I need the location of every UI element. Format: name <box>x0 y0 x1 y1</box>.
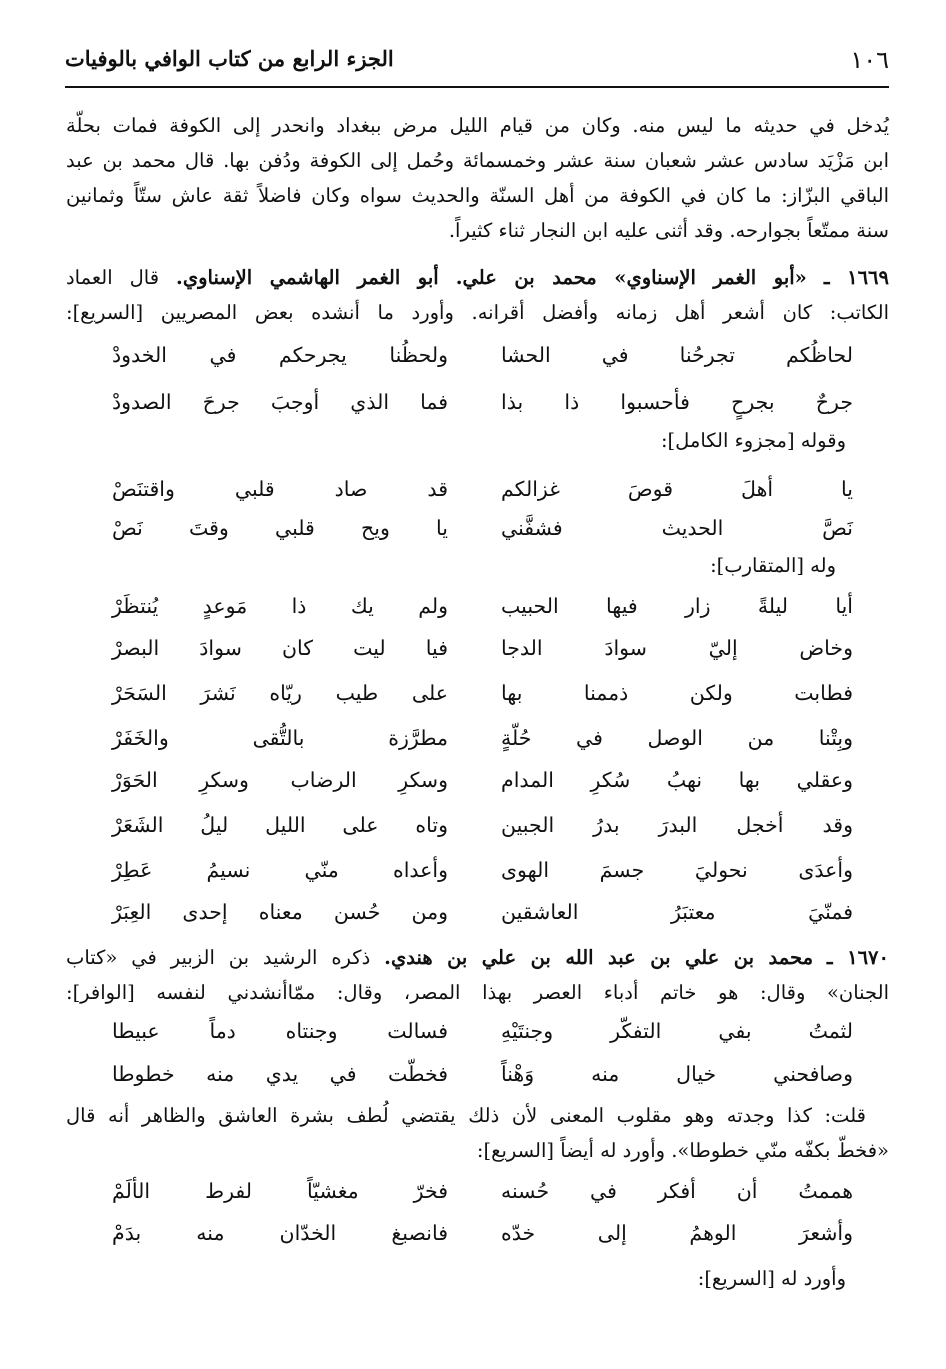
verse-first-hemistich: وأعدَى نحوليَ جسمَ الهوى <box>501 858 853 882</box>
entry-name: محمد بن علي بن عبد الله بن علي بن هندي. <box>384 946 814 969</box>
entry-number: ١٦٦٩ ـ <box>823 266 890 289</box>
page-header <box>65 40 889 88</box>
paragraph-line: سنة ممتّعاً بجوارحه. وقد أثنى عليه ابن النجار ثناء كثيراً. <box>448 219 889 242</box>
verse-second-hemistich: وتاه على الليل ليلُ الشَعَرْ <box>112 813 448 837</box>
verse-second-hemistich: ولم يك ذا مَوعدٍ يُنتظَرْ <box>112 594 448 618</box>
paragraph-line: الباقي البزّاز: ما كان في الكوفة من أهل السنّة والحديث سواه وكان فاضلاً ثقة عاش ستّاً وثمانين <box>66 184 889 207</box>
running-title: الجزء الرابع من كتاب الوافي بالوفيات <box>65 46 394 71</box>
verse-first-hemistich: لحاظُكم تجرحُنا في الحشا <box>501 343 853 367</box>
entry-1669-heading <box>66 263 889 293</box>
verse-second-hemistich: ومن حُسن معناه إحدى العِبَرْ <box>112 900 448 924</box>
verse-second-hemistich: وأعداه منّي نسيمُ عَطِرْ <box>112 858 448 882</box>
poem-intro: وقوله [مجزوء الكامل]: <box>660 429 846 452</box>
verse-first-hemistich: وصافحني خيال منه وَهْناً <box>501 1062 853 1086</box>
paragraph-line: ابن مَزْيَد سادس عشر شعبان سنة عشر وخمسمائة وحُمل إلى الكوفة ودُفن بها. قال محمد بن عبد <box>66 149 889 172</box>
entry-text-line: الكاتب: كان أشعر أهل زمانه وأفضل أقرانه. وأورد ما أنشده بعض المصريين [السريع]: <box>66 301 889 324</box>
entry-text: ذكره الرشيد بن الزبير في «كتاب <box>66 946 371 969</box>
paragraph-line: يُدخل في حديثه ما ليس منه. وكان من قيام الليل مرض ببغداد وانحدر إلى الكوفة فمات بحلّة <box>66 114 889 137</box>
verse-first-hemistich: فمنّيَ معتبَرُ العاشقين <box>501 900 853 924</box>
poem-intro: وله [المتقارب]: <box>710 554 836 577</box>
entry-name: «أبو الغمر الإسناوي» محمد بن علي. <box>455 266 807 289</box>
verse-second-hemistich: على طيب ريّاه نَشرَ السَحَرْ <box>112 681 448 705</box>
verse-second-hemistich: فيا ليت كان سوادَ البصرْ <box>112 636 448 660</box>
verse-second-hemistich: فخرّ مغشيّاً لفرط الألَمْ <box>112 1179 448 1203</box>
verse-second-hemistich: فخطّت في يدي منه خطوطا <box>112 1062 448 1086</box>
verse-second-hemistich: مطرَّزة بالتُّقى والخَفَرْ <box>112 726 448 750</box>
verse-first-hemistich: لثمتُ بفي التفكّر وجنتَيْهِ <box>501 1019 853 1043</box>
verse-second-hemistich: وسكرِ الرضاب وسكرِ الحَوَرْ <box>112 768 448 792</box>
verse-first-hemistich: نَصَّ الحديث فشفَّني <box>501 516 853 540</box>
verse-first-hemistich: وأشعرَ الوهمُ إلى خدّه <box>501 1221 853 1245</box>
verse-second-hemistich: يا ويح قلبي وقتَ نَصْ <box>112 516 448 540</box>
verse-first-hemistich: وعقلي بها نهبُ سُكرِ المدام <box>501 768 853 792</box>
entry-number: ١٦٧٠ ـ <box>826 946 889 969</box>
verse-second-hemistich: فانصبغ الخدّان منه بدَمْ <box>112 1221 448 1245</box>
verse-first-hemistich: جرحٌ بجرحٍ فأحسبوا ذا بذا <box>501 390 853 414</box>
verse-first-hemistich: يا أهلَ قوصَ غزالكم <box>501 477 853 501</box>
verse-first-hemistich: هممتُ أن أفكر في حُسنه <box>501 1179 853 1203</box>
verse-first-hemistich: وبِتْنا من الوصل في حُلّةٍ <box>501 726 853 750</box>
verse-second-hemistich: قد صاد قلبي واقتنَصْ <box>112 477 448 501</box>
verse-first-hemistich: فطابت ولكن ذممنا بها <box>501 681 853 705</box>
entry-alias: أبو الغمر الهاشمي الإسناوي. <box>176 266 439 289</box>
verse-first-hemistich: وقد أخجل البدرَ بدرُ الجبين <box>501 813 853 837</box>
entry-1670-heading <box>66 943 889 973</box>
verse-first-hemistich: أيا ليلةً زار فيها الحبيب <box>501 594 853 618</box>
page-number: ١٠٦ <box>850 46 889 74</box>
verse-second-hemistich: ولحظُنا يجرحكم في الخدودْ <box>112 343 448 367</box>
poem-intro: وأورد له [السريع]: <box>697 1267 846 1290</box>
comment-line: «فخطّ بكفّه منّي خطوطا». وأورد له أيضاً [السريع]: <box>476 1139 889 1162</box>
comment-line: قلت: كذا وجدته وهو مقلوب المعنى لأن ذلك يقتضي لُطف بشرة العاشق والظاهر أنه قال <box>66 1104 866 1127</box>
entry-text: قال العماد <box>66 266 160 289</box>
entry-text-line: الجنان» وقال: هو خاتم أدباء العصر بهذا المصر، وقال: ممّاأنشدني لنفسه [الوافر]: <box>66 981 889 1004</box>
verse-second-hemistich: فسالت وجنتاه دماً عبيطا <box>112 1019 448 1043</box>
verse-first-hemistich: وخاض إليّ سوادَ الدجا <box>501 636 853 660</box>
verse-second-hemistich: فما الذي أوجبَ جرحَ الصدودْ <box>112 390 448 414</box>
